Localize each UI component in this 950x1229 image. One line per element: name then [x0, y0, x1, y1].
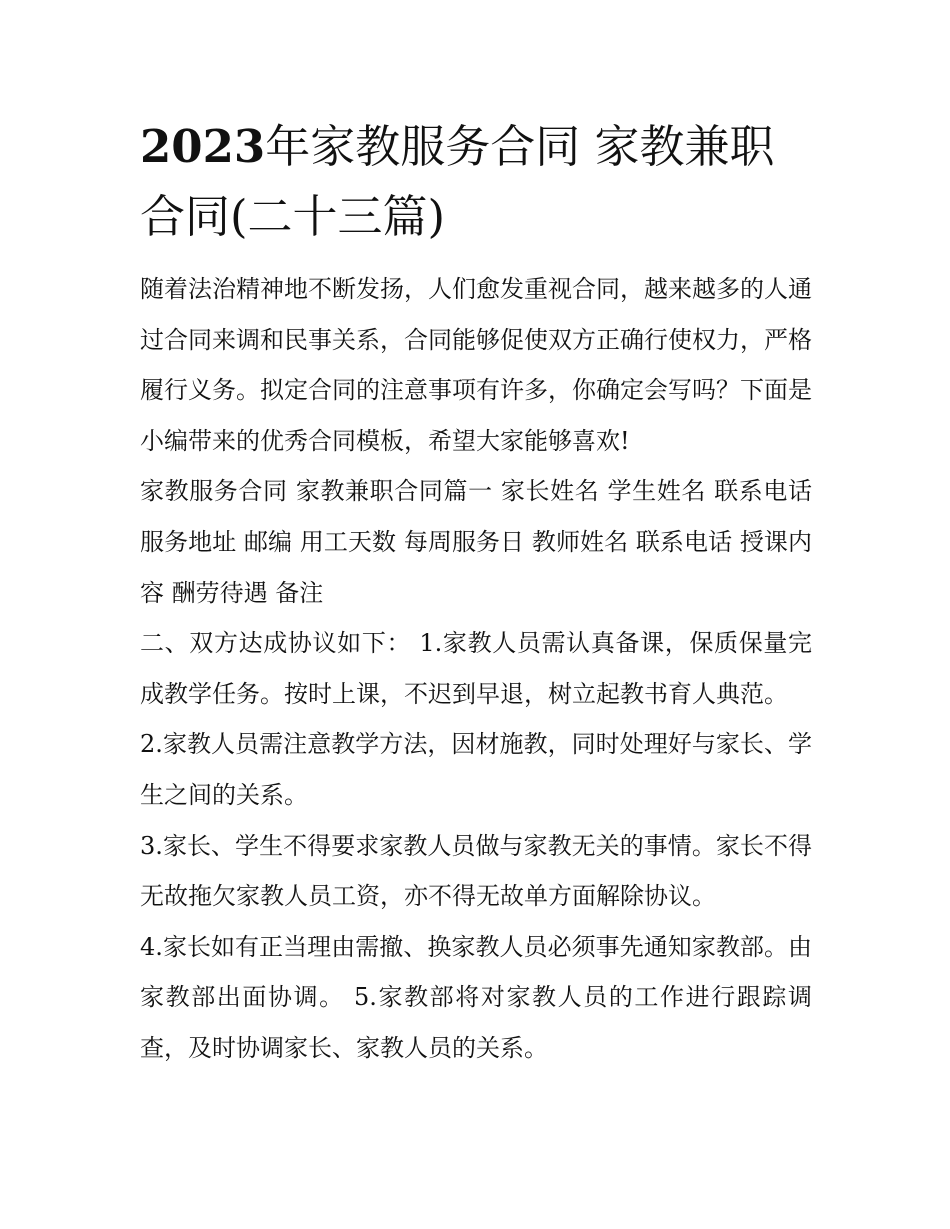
agreement-clause-1: 二、双方达成协议如下： 1.家教人员需认真备课，保质保量完成教学任务。按时上课，不迟到早退，树立起教书育人典范。: [140, 629, 812, 708]
contract-fields-paragraph: 家教服务合同 家教兼职合同篇一 家长姓名 学生姓名 联系电话 服务地址 邮编 用工天数 每周服务日 教师姓名 联系电话 授课内容 酬劳待遇 备注: [140, 477, 812, 607]
agreement-clause-4-5: 4.家长如有正当理由需撤、换家教人员必须事先通知家教部。由家教部出面协调。 5.家教部将对家教人员的工作进行跟踪调查，及时协调家长、家教人员的关系。: [140, 932, 812, 1062]
intro-paragraph: 随着法治精神地不断发扬，人们愈发重视合同，越来越多的人通过合同来调和民事关系，合同能够促使双方正确行使权力，严格履行义务。拟定合同的注意事项有许多，你确定会写吗？下面是小编带来的优秀合同模板，希望大家能够喜欢!: [140, 275, 812, 455]
document-page: [140, 112, 812, 1074]
agreement-clause-3: 3.家长、学生不得要求家教人员做与家教无关的事情。家长不得无故拖欠家教人员工资，亦不得无故单方面解除协议。: [140, 831, 812, 911]
title-year: 2023: [140, 120, 266, 173]
title-text: 年家教服务合同 家教兼职合同(二十三篇): [140, 120, 775, 243]
document-title: [140, 112, 812, 252]
agreement-clause-2: 2.家教人员需注意教学方法，因材施教，同时处理好与家长、学生之间的关系。: [140, 730, 812, 809]
